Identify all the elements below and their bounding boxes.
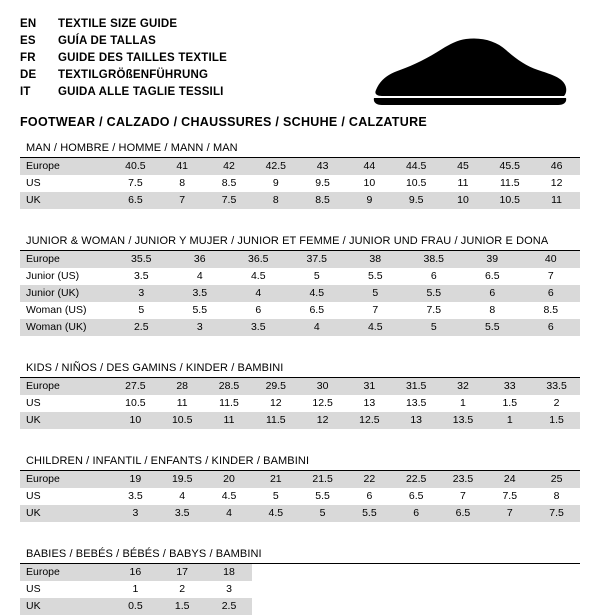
size-cell: 23.5 [440, 471, 487, 488]
size-cell: 11 [533, 192, 580, 209]
size-cell: 8 [533, 488, 580, 505]
size-cell: 33.5 [533, 378, 580, 395]
row-label: Europe [20, 158, 112, 175]
size-cell: 11 [206, 412, 253, 429]
category-title: FOOTWEAR / CALZADO / CHAUSSURES / SCHUHE / CALZATURE [20, 115, 428, 129]
size-cell: 43 [299, 158, 346, 175]
size-cell: 13 [393, 412, 440, 429]
size-cell: 4.5 [252, 505, 299, 522]
size-group-kids [20, 362, 580, 429]
size-table-body [20, 471, 580, 522]
size-cell: 5 [405, 319, 464, 336]
size-cell: 35.5 [112, 251, 171, 268]
size-group-babies [20, 548, 580, 615]
size-cell: 19.5 [159, 471, 206, 488]
size-cell: 9.5 [299, 175, 346, 192]
size-group-children [20, 455, 580, 522]
size-cell: 44 [346, 158, 393, 175]
size-cell: 6.5 [393, 488, 440, 505]
size-cell: 31 [346, 378, 393, 395]
size-cell: 12 [252, 395, 299, 412]
size-cell: 6 [405, 268, 464, 285]
size-cell: 1.5 [533, 412, 580, 429]
table-row [20, 251, 580, 268]
row-label: Europe [20, 471, 112, 488]
size-cell: 7 [522, 268, 581, 285]
table-row [20, 581, 580, 598]
size-cell: 16 [112, 564, 159, 581]
size-cell: 11.5 [252, 412, 299, 429]
language-code: FR [20, 52, 36, 64]
language-title-list [20, 16, 227, 101]
size-cell: 12.5 [346, 412, 393, 429]
table-row [20, 395, 580, 412]
size-cell: 2.5 [206, 598, 253, 615]
page-header [20, 16, 580, 129]
language-code: EN [20, 18, 37, 30]
size-cell: 21 [252, 471, 299, 488]
size-table-body [20, 564, 580, 615]
table-row [20, 488, 580, 505]
size-cell: 7 [346, 302, 405, 319]
size-cell: 8.5 [206, 175, 253, 192]
dress-shoe-icon [370, 36, 570, 108]
language-title: TEXTILE SIZE GUIDE [58, 18, 178, 30]
table-row [20, 268, 580, 285]
row-label: Europe [20, 251, 112, 268]
size-group-title: BABIES / BEBÉS / BÉBÉS / BABYS / BAMBINI [20, 548, 580, 564]
size-cell: 11.5 [486, 175, 533, 192]
size-cell: 39 [463, 251, 522, 268]
language-title: GUÍA DE TALLAS [58, 35, 156, 47]
size-cell: 4 [171, 268, 230, 285]
size-cell: 10.5 [112, 395, 159, 412]
row-label: Europe [20, 378, 112, 395]
size-table [20, 378, 580, 429]
size-cell: 4.5 [229, 268, 288, 285]
size-cell: 27.5 [112, 378, 159, 395]
size-cell: 4 [159, 488, 206, 505]
table-row [20, 285, 580, 302]
size-cell: 13 [346, 395, 393, 412]
size-cell: 9 [252, 175, 299, 192]
size-cell: 5 [112, 302, 171, 319]
table-row [20, 302, 580, 319]
size-cell: 40.5 [112, 158, 159, 175]
size-table-body [20, 158, 580, 209]
size-cell: 4 [288, 319, 347, 336]
size-cell: 12 [299, 412, 346, 429]
language-row [20, 33, 227, 50]
size-cell: 8 [159, 175, 206, 192]
size-cell: 19 [112, 471, 159, 488]
size-cell: 42.5 [252, 158, 299, 175]
table-row [20, 564, 580, 581]
size-cell: 33 [486, 378, 533, 395]
size-cell: 6.5 [463, 268, 522, 285]
size-cell: 4 [229, 285, 288, 302]
size-cell: 7 [486, 505, 533, 522]
size-cell: 3.5 [112, 488, 159, 505]
size-table-body [20, 251, 580, 336]
table-row [20, 412, 580, 429]
size-group-title: MAN / HOMBRE / HOMME / MANN / MAN [20, 142, 580, 158]
language-title: TEXTILGRÖßENFÜHRUNG [58, 69, 209, 81]
table-row [20, 598, 580, 615]
size-cell: 10.5 [159, 412, 206, 429]
size-cell: 40 [522, 251, 581, 268]
size-cell: 6.5 [288, 302, 347, 319]
size-cell: 2.5 [112, 319, 171, 336]
row-label: UK [20, 505, 112, 522]
size-cell: 4.5 [206, 488, 253, 505]
language-code: DE [20, 69, 37, 81]
size-cell: 5.5 [463, 319, 522, 336]
size-cell: 28.5 [206, 378, 253, 395]
size-cell: 3 [112, 505, 159, 522]
size-cell: 11 [159, 395, 206, 412]
size-cell: 21.5 [299, 471, 346, 488]
table-row [20, 505, 580, 522]
row-label: UK [20, 192, 112, 209]
size-cell: 45.5 [486, 158, 533, 175]
row-label: Europe [20, 564, 112, 581]
size-cell: 3.5 [171, 285, 230, 302]
table-row [20, 378, 580, 395]
size-cell: 7.5 [112, 175, 159, 192]
size-cell: 1 [486, 412, 533, 429]
table-row [20, 192, 580, 209]
row-label: US [20, 395, 112, 412]
size-cell: 6 [229, 302, 288, 319]
size-cell: 20 [206, 471, 253, 488]
size-cell: 4.5 [346, 319, 405, 336]
empty-cells [252, 598, 580, 615]
size-cell: 5.5 [405, 285, 464, 302]
size-table [20, 564, 580, 615]
size-cell: 10 [346, 175, 393, 192]
size-cell: 6 [522, 319, 581, 336]
size-table [20, 251, 580, 336]
size-cell: 37.5 [288, 251, 347, 268]
size-cell: 6.5 [440, 505, 487, 522]
size-cell: 5 [346, 285, 405, 302]
size-cell: 22 [346, 471, 393, 488]
size-cell: 8.5 [522, 302, 581, 319]
size-cell: 12 [533, 175, 580, 192]
size-group-title: CHILDREN / INFANTIL / ENFANTS / KINDER / BAMBINI [20, 455, 580, 471]
size-cell: 6 [393, 505, 440, 522]
size-group-junior-woman [20, 235, 580, 336]
size-cell: 1.5 [486, 395, 533, 412]
size-cell: 10.5 [486, 192, 533, 209]
size-cell: 18 [206, 564, 253, 581]
size-cell: 10.5 [393, 175, 440, 192]
size-cell: 1.5 [159, 598, 206, 615]
row-label: US [20, 175, 112, 192]
size-cell: 42 [206, 158, 253, 175]
row-label: Woman (US) [20, 302, 112, 319]
size-cell: 4.5 [288, 285, 347, 302]
size-cell: 7 [159, 192, 206, 209]
size-cell: 46 [533, 158, 580, 175]
size-cell: 11 [440, 175, 487, 192]
language-title: GUIDE DES TAILLES TEXTILE [58, 52, 227, 64]
row-label: Junior (UK) [20, 285, 112, 302]
size-cell: 5.5 [299, 488, 346, 505]
size-cell: 2 [533, 395, 580, 412]
size-cell: 45 [440, 158, 487, 175]
size-cell: 8.5 [299, 192, 346, 209]
size-cell: 8 [463, 302, 522, 319]
language-code: IT [20, 86, 31, 98]
language-row [20, 50, 227, 67]
row-label: UK [20, 412, 112, 429]
size-cell: 2 [159, 581, 206, 598]
size-cell: 6 [463, 285, 522, 302]
size-cell: 7.5 [486, 488, 533, 505]
size-cell: 38 [346, 251, 405, 268]
language-row [20, 67, 227, 84]
size-cell: 5 [299, 505, 346, 522]
language-code: ES [20, 35, 36, 47]
size-cell: 3.5 [112, 268, 171, 285]
size-table-body [20, 378, 580, 429]
size-cell: 29.5 [252, 378, 299, 395]
size-cell: 44.5 [393, 158, 440, 175]
size-cell: 38.5 [405, 251, 464, 268]
table-row [20, 175, 580, 192]
size-cell: 5.5 [171, 302, 230, 319]
row-label: Junior (US) [20, 268, 112, 285]
size-table [20, 471, 580, 522]
size-cell: 6.5 [112, 192, 159, 209]
size-cell: 6 [522, 285, 581, 302]
size-cell: 32 [440, 378, 487, 395]
size-cell: 30 [299, 378, 346, 395]
language-row [20, 84, 227, 101]
size-group-title: JUNIOR & WOMAN / JUNIOR Y MUJER / JUNIOR ET FEMME / JUNIOR UND FRAU / JUNIOR E DONA [20, 235, 580, 251]
table-row [20, 158, 580, 175]
size-group-man [20, 142, 580, 209]
empty-cells [252, 564, 580, 581]
size-cell: 31.5 [393, 378, 440, 395]
row-label: UK [20, 598, 112, 615]
size-cell: 5.5 [346, 268, 405, 285]
empty-cells [252, 581, 580, 598]
size-cell: 7 [440, 488, 487, 505]
size-cell: 3 [112, 285, 171, 302]
size-cell: 5.5 [346, 505, 393, 522]
size-cell: 12.5 [299, 395, 346, 412]
size-cell: 24 [486, 471, 533, 488]
size-cell: 7.5 [533, 505, 580, 522]
size-cell: 5 [288, 268, 347, 285]
size-cell: 28 [159, 378, 206, 395]
table-row [20, 319, 580, 336]
size-cell: 5 [252, 488, 299, 505]
size-cell: 9 [346, 192, 393, 209]
size-cell: 13.5 [440, 412, 487, 429]
size-cell: 7.5 [405, 302, 464, 319]
size-cell: 17 [159, 564, 206, 581]
language-title: GUIDA ALLE TAGLIE TESSILI [58, 86, 224, 98]
table-row [20, 471, 580, 488]
row-label: US [20, 488, 112, 505]
size-cell: 10 [112, 412, 159, 429]
row-label: Woman (UK) [20, 319, 112, 336]
size-cell: 3 [206, 581, 253, 598]
size-cell: 36 [171, 251, 230, 268]
size-cell: 6 [346, 488, 393, 505]
size-table [20, 158, 580, 209]
size-cell: 3.5 [229, 319, 288, 336]
row-label: US [20, 581, 112, 598]
size-cell: 1 [112, 581, 159, 598]
size-cell: 7.5 [206, 192, 253, 209]
size-cell: 22.5 [393, 471, 440, 488]
size-cell: 3.5 [159, 505, 206, 522]
size-cell: 4 [206, 505, 253, 522]
size-cell: 11.5 [206, 395, 253, 412]
size-cell: 13.5 [393, 395, 440, 412]
language-row [20, 16, 227, 33]
size-cell: 25 [533, 471, 580, 488]
size-cell: 8 [252, 192, 299, 209]
language-title-list-body [20, 16, 227, 101]
size-cell: 41 [159, 158, 206, 175]
size-cell: 0.5 [112, 598, 159, 615]
size-cell: 10 [440, 192, 487, 209]
size-group-title: KIDS / NIÑOS / DES GAMINS / KINDER / BAMBINI [20, 362, 580, 378]
size-cell: 1 [440, 395, 487, 412]
size-cell: 36.5 [229, 251, 288, 268]
size-cell: 9.5 [393, 192, 440, 209]
size-cell: 3 [171, 319, 230, 336]
